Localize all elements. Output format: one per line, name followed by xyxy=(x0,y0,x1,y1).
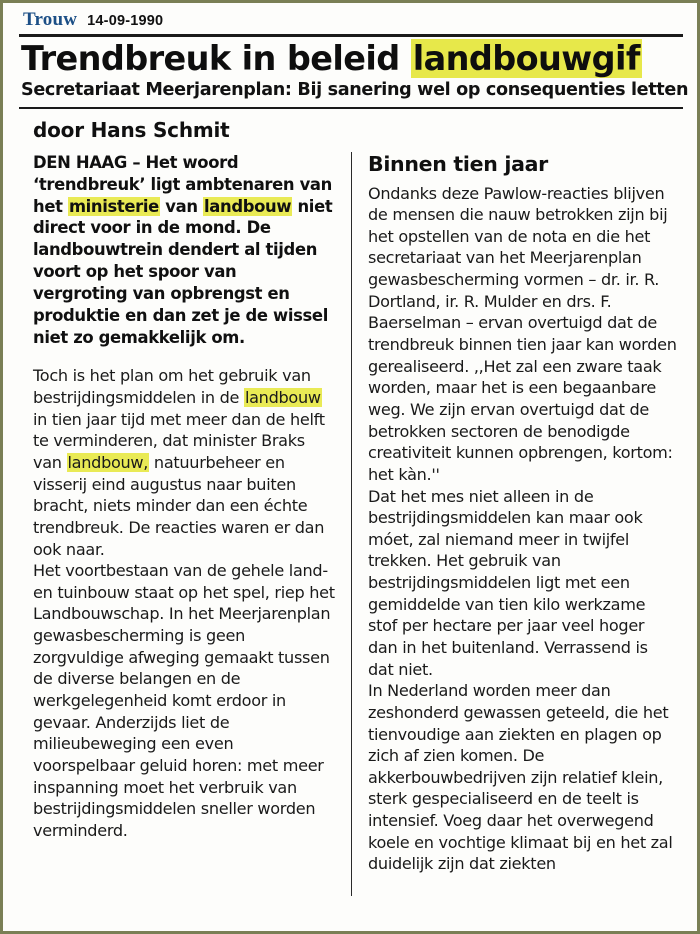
divider-top xyxy=(19,34,683,37)
divider-under-subheadline xyxy=(19,107,683,109)
right-paragraph-1: Ondanks deze Pawlow-reacties blijven de mensen die nauw betrokken zijn bij het opstellen van de nota en die het secretariaat van het Meerjarenplan gewasbescherming vormen – dr. ir. R. Dortland, ir. R. Mulder en drs. F. Baerselman – ervan overtuigd dat de trendbreuk binnen tien jaar kan worden gerealiseerd. ,,Het zal een zware taak worden, maar het is een begaanbare weg. We zijn ervan overtuigd dat de betrokken sectoren de benodigde creativiteit kunnen opbrengen, kortom: het kàn.'' xyxy=(368,183,677,484)
paper-name: Trouw xyxy=(23,9,78,30)
lede-part-2: van xyxy=(159,196,204,216)
left-p1-highlight-landbouw-2: landbouw, xyxy=(67,452,149,472)
article-columns xyxy=(19,152,683,896)
headline-highlight: landbouwgif xyxy=(412,39,640,78)
left-p1-part-2: in tien jaar tijd met meer dan de helft te verminderen, dat minister Braks van xyxy=(33,409,325,472)
lede-part-1: DEN HAAG – Het woord ‘trendbreuk’ ligt ambtenaren van het xyxy=(33,152,332,216)
left-p1-part-1: Toch is het plan om het gebruik van bestrijdingsmiddelen in de xyxy=(33,366,311,408)
left-paragraph-1 xyxy=(33,365,335,560)
lede-part-3: niet direct voor in de mond. De landbouwtrein dendert al tijden voort op het spoor van vergroting van opbrengst en produktie en dan zet je de wissel niet zo gemakkelijk om. xyxy=(33,196,333,348)
left-p1-highlight-landbouw: landbouw xyxy=(244,388,321,408)
headline xyxy=(21,39,683,78)
section-heading: Binnen tien jaar xyxy=(368,151,548,176)
lede-paragraph xyxy=(33,152,335,350)
lede-highlight-ministerie: ministerie xyxy=(68,196,159,216)
publication-date: 14-09-1990 xyxy=(87,13,164,29)
left-paragraph-2: Het voortbestaan van de gehele land- en tuinbouw staat op het spel, riep het Landbouwschap. In het Meerjarenplan gewasbescherming is geen zorgvuldige afweging gemaakt tussen de diverse belangen en de werkgelegenheid komt erdoor in gevaar. Anderzijds liet de milieubeweging een even voorspelbaar geluid horen: met meer inspanning moet het verbruik van bestrijdingsmiddelen sneller worden verminderd. xyxy=(33,561,335,840)
column-right xyxy=(351,152,683,896)
byline: door Hans Schmit xyxy=(33,117,230,142)
lede-highlight-landbouw: landbouw xyxy=(204,196,292,216)
headline-text: Trendbreuk in beleid xyxy=(21,39,411,78)
column-left xyxy=(19,152,351,896)
clipping-inner xyxy=(3,3,697,931)
right-paragraph-3: In Nederland worden meer dan zeshonderd gewassen geteeld, die het tienvoudige aan ziekten en plagen op zich af zien komen. De akkerbouwbedrijven zijn relatief klein, sterk gespecialiseerd en de teelt is intensief. Voeg daar het overwegend koele en vochtige klimaat bij en het zal duidelijk zijn dat ziekten xyxy=(368,681,673,874)
right-paragraph-2: Dat het mes niet alleen in de bestrijdingsmiddelen kan maar ook móet, zal niemand meer in twijfel trekken. Het gebruik van bestrijdingsmiddelen ligt met een gemiddelde van tien kilo werkzame stof per hectare per jaar veel hoger dan in het buitenland. Verrassend is dat niet. xyxy=(368,486,648,679)
left-p1-part-3: natuurbeheer en visserij eind augustus naar buiten bracht, niets minder dan een échte trendbreuk. De reacties waren er dan ook naar. xyxy=(33,452,325,559)
subheadline: Secretariaat Meerjarenplan: Bij sanering wel op consequenties letten xyxy=(21,79,689,100)
masthead xyxy=(19,9,683,33)
